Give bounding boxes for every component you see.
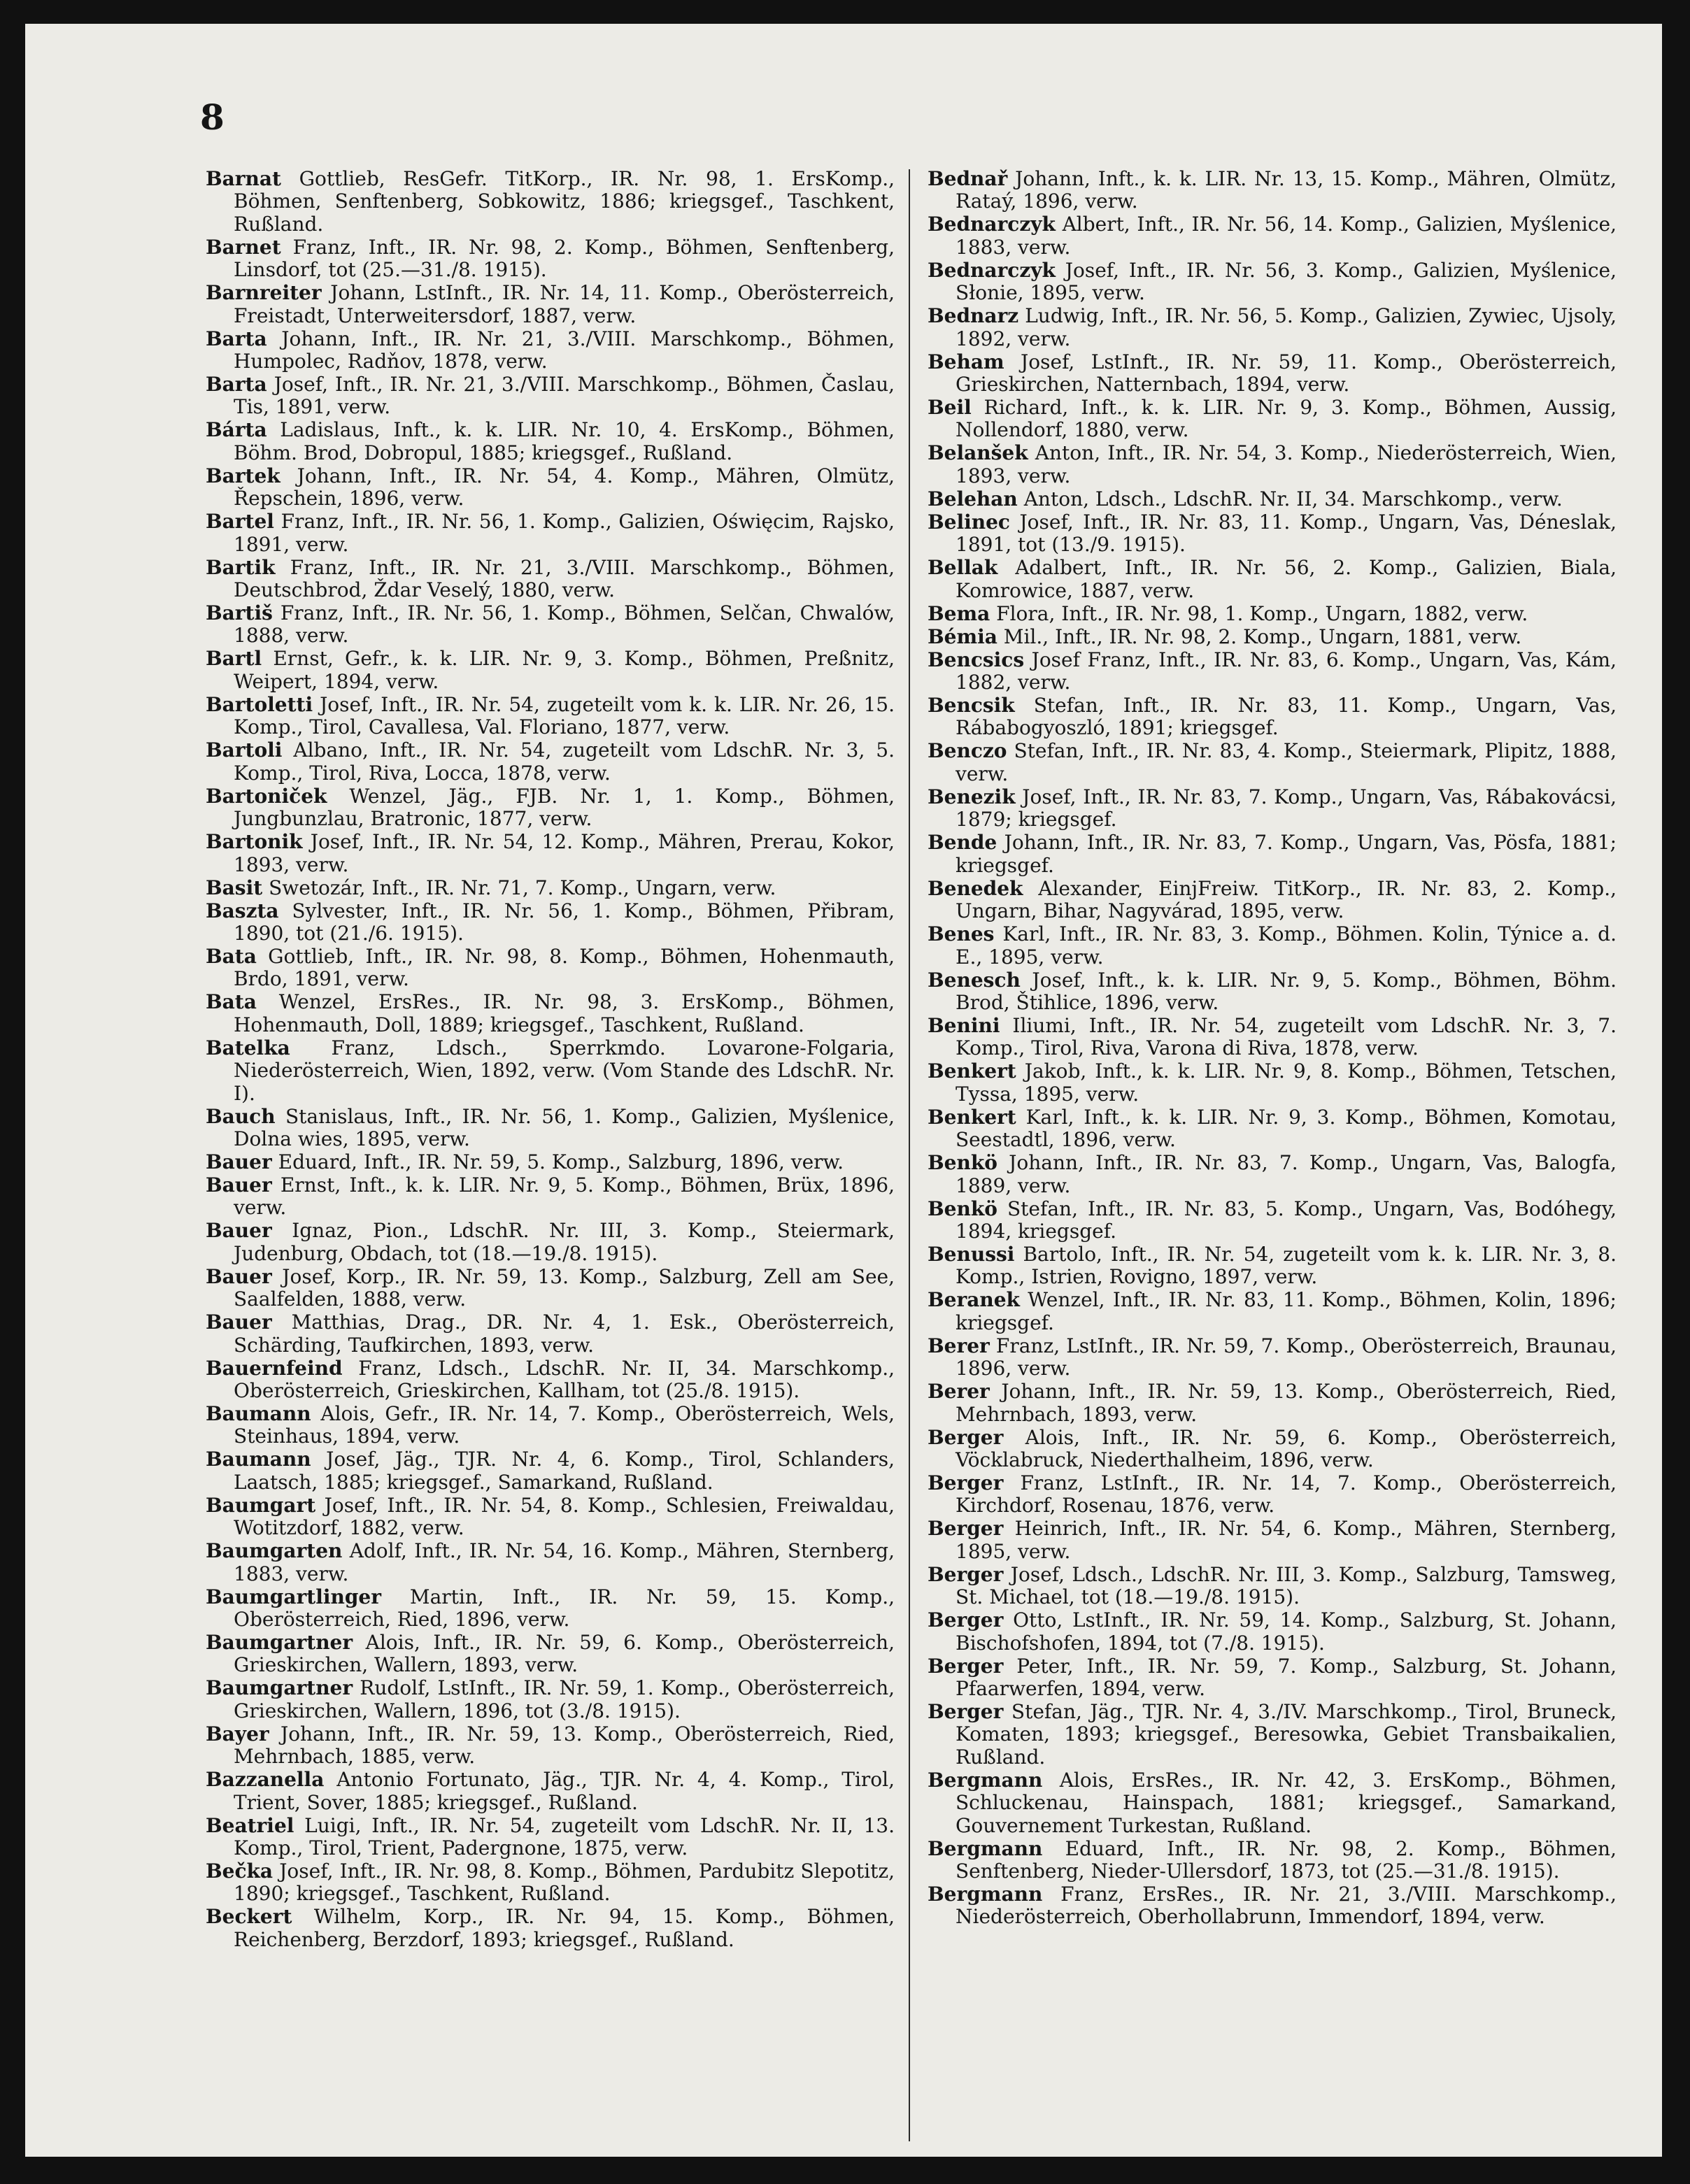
entry-surname: Bauer	[206, 1150, 272, 1173]
entry-details: Otto, LstInft., IR. Nr. 59, 14. Komp., Salzburg, St. Johann, Bischofshofen, 1894, tot (7./8. 1915).	[956, 1608, 1617, 1655]
register-entry	[928, 832, 1617, 877]
register-entry	[928, 649, 1617, 694]
entry-details: Johann, Inft., k. k. LIR. Nr. 13, 15. Komp., Mähren, Olmütz, Rataý, 1896, verw.	[956, 167, 1617, 213]
entry-surname: Bečka	[206, 1860, 274, 1883]
register-entry	[928, 213, 1617, 259]
entry-details: Karl, Inft., k. k. LIR. Nr. 9, 3. Komp., Böhmen, Komotau, Seestadtl, 1896, verw.	[956, 1105, 1617, 1152]
entry-surname: Beatriel	[206, 1813, 294, 1837]
register-entry	[928, 168, 1617, 213]
entry-details: Martin, Inft., IR. Nr. 59, 15. Komp., Oberösterreich, Ried, 1896, verw.	[234, 1585, 895, 1631]
register-entry	[928, 1472, 1617, 1518]
entry-details: Heinrich, Inft., IR. Nr. 54, 6. Komp., Mähren, Sternberg, 1895, verw.	[956, 1517, 1617, 1563]
entry-details: Johann, LstInft., IR. Nr. 14, 11. Komp., Oberösterreich, Freistadt, Unterweitersdorf, 1887, verw.	[234, 281, 895, 327]
register-entry	[928, 1838, 1617, 1883]
entry-surname: Benesch	[928, 968, 1021, 992]
entry-surname: Berer	[928, 1380, 990, 1404]
entry-surname: Beckert	[206, 1905, 292, 1929]
entry-surname: Baumgartner	[206, 1676, 353, 1700]
entry-details: Iliumi, Inft., IR. Nr. 54, zugeteilt vom LdschR. Nr. 3, 7. Komp., Tirol, Riva, Varona di Riva, 1878, verw.	[956, 1013, 1617, 1060]
register-entry	[206, 168, 895, 236]
entry-surname: Baumann	[206, 1448, 311, 1471]
entry-surname: Benes	[928, 922, 995, 946]
register-entry	[206, 694, 895, 739]
register-entry	[206, 1815, 895, 1860]
register-entry	[206, 1677, 895, 1722]
entry-surname: Bauer	[206, 1173, 272, 1197]
entry-surname: Bata	[206, 944, 257, 968]
document-page	[25, 24, 1662, 2157]
entry-surname: Berger	[928, 1700, 1004, 1723]
entry-surname: Bémia	[928, 624, 997, 648]
right-column	[928, 168, 1617, 1929]
register-entry	[206, 1311, 895, 1357]
entry-surname: Bergmann	[928, 1883, 1043, 1906]
register-entry	[206, 1860, 895, 1906]
entry-surname: Berger	[928, 1654, 1004, 1678]
entry-details: Antonio Fortunato, Jäg., TJR. Nr. 4, 4. Komp., Tirol, Trient, Sover, 1885; kriegsgef., Rußland.	[234, 1768, 895, 1814]
register-entry	[928, 1701, 1617, 1769]
entry-surname: Bergmann	[928, 1768, 1043, 1792]
entry-surname: Benkert	[928, 1105, 1016, 1129]
entry-details: Alexander, EinjFreiw. TitKorp., IR. Nr. 83, 2. Komp., Ungarn, Bihar, Nagyvárad, 1895, verw.	[956, 876, 1617, 923]
register-entry	[928, 603, 1617, 625]
entry-surname: Beil	[928, 396, 972, 420]
register-entry	[206, 945, 895, 991]
entry-surname: Berger	[928, 1471, 1004, 1494]
entry-details: Stanislaus, Inft., IR. Nr. 56, 1. Komp., Galizien, Myślenice, Dolna wies, 1895, verw.	[234, 1104, 895, 1150]
register-entry	[928, 442, 1617, 487]
entry-surname: Bartek	[206, 464, 281, 487]
register-entry	[928, 969, 1617, 1015]
entry-surname: Baumann	[206, 1401, 311, 1425]
entry-details: Gottlieb, ResGefr. TitKorp., IR. Nr. 98, 1. ErsKomp., Böhmen, Senftenberg, Sobkowitz, 1886; kriegsgef., Taschkent, Rußland.	[234, 167, 895, 236]
register-entry	[206, 1494, 895, 1540]
entry-surname: Bednarz	[928, 304, 1019, 328]
entry-details: Ernst, Gefr., k. k. LIR. Nr. 9, 3. Komp., Böhmen, Preßnitz, Weipert, 1894, verw.	[234, 647, 895, 693]
entry-surname: Barnreiter	[206, 281, 322, 305]
entry-surname: Benussi	[928, 1242, 1015, 1266]
entry-details: Adolf, Inft., IR. Nr. 54, 16. Komp., Mähren, Sternberg, 1883, verw.	[234, 1539, 895, 1585]
entry-surname: Batelka	[206, 1036, 290, 1059]
entry-details: Alois, Inft., IR. Nr. 59, 6. Komp., Oberösterreich, Grieskirchen, Wallern, 1893, verw.	[234, 1631, 895, 1677]
register-entry	[206, 1723, 895, 1769]
entry-details: Karl, Inft., IR. Nr. 83, 3. Komp., Böhmen. Kolin, Týnice a. d. E., 1895, verw.	[956, 922, 1617, 969]
entry-surname: Bata	[206, 990, 257, 1014]
register-entry	[928, 259, 1617, 305]
entry-surname: Benkö	[928, 1151, 997, 1175]
entry-surname: Baszta	[206, 899, 279, 922]
entry-surname: Benezik	[928, 785, 1016, 808]
entry-details: Swetozár, Inft., IR. Nr. 71, 7. Komp., Ungarn, verw.	[269, 876, 776, 899]
entry-details: Johann, Inft., IR. Nr. 21, 3./VIII. Marschkomp., Böhmen, Humpolec, Radňov, 1878, verw.	[234, 327, 895, 373]
entry-surname: Bartik	[206, 555, 276, 579]
entry-details: Alois, Inft., IR. Nr. 59, 6. Komp., Oberösterreich, Vöcklabruck, Niederthalheim, 1896, verw.	[956, 1425, 1617, 1471]
register-entry	[206, 1632, 895, 1677]
entry-details: Franz, Inft., IR. Nr. 56, 1. Komp., Böhmen, Selčan, Chwalów, 1888, verw.	[234, 601, 895, 648]
register-entry	[928, 1106, 1617, 1152]
entry-surname: Bartel	[206, 510, 274, 534]
entry-details: Josef, Korp., IR. Nr. 59, 13. Komp., Salzburg, Zell am See, Saalfelden, 1888, verw.	[234, 1264, 895, 1311]
entry-details: Wenzel, Inft., IR. Nr. 83, 11. Komp., Böhmen, Kolin, 1896; kriegsgef.	[956, 1288, 1617, 1334]
register-entry	[206, 1906, 895, 1951]
entry-surname: Bednarczyk	[928, 258, 1056, 282]
entry-details: Stefan, Inft., IR. Nr. 83, 5. Komp., Ungarn, Vas, Bodóhegy, 1894, kriegsgef.	[956, 1197, 1617, 1243]
entry-surname: Berger	[928, 1517, 1004, 1541]
entry-details: Franz, Inft., IR. Nr. 56, 1. Komp., Galizien, Oświęcim, Rajsko, 1891, verw.	[234, 510, 895, 556]
entry-details: Franz, ErsRes., IR. Nr. 21, 3./VIII. Marschkomp., Niederösterreich, Oberhollabrunn, Immendorf, 1894, verw.	[956, 1883, 1617, 1929]
entry-surname: Bartoniček	[206, 784, 327, 808]
register-entry	[928, 488, 1617, 511]
entry-surname: Beranek	[928, 1288, 1020, 1312]
entry-details: Franz, LstInft., IR. Nr. 14, 7. Komp., Oberösterreich, Kirchdorf, Rosenau, 1876, verw.	[956, 1471, 1617, 1518]
register-entry	[928, 786, 1617, 832]
entry-surname: Bema	[928, 601, 990, 625]
register-entry	[206, 465, 895, 511]
entry-details: Sylvester, Inft., IR. Nr. 56, 1. Komp., Böhmen, Přibram, 1890, tot (21./6. 1915).	[234, 899, 895, 945]
entry-details: Josef, Jäg., TJR. Nr. 4, 6. Komp., Tirol, Schlanders, Laatsch, 1885; kriegsgef., Samarkand, Rußland.	[234, 1448, 895, 1494]
register-entry	[206, 1037, 895, 1105]
entry-details: Franz, Inft., IR. Nr. 98, 2. Komp., Böhmen, Senftenberg, Linsdorf, tot (25.—31./8. 1915).	[234, 235, 895, 282]
register-entry	[928, 740, 1617, 785]
register-entry	[928, 1564, 1617, 1609]
register-entry	[928, 1243, 1617, 1289]
entry-details: Franz, LstInft., IR. Nr. 59, 7. Komp., Oberösterreich, Braunau, 1896, verw.	[956, 1334, 1617, 1380]
register-entry	[928, 1289, 1617, 1334]
register-entry	[928, 1335, 1617, 1380]
register-entry	[206, 282, 895, 327]
entry-details: Ludwig, Inft., IR. Nr. 56, 5. Komp., Galizien, Zywiec, Ujsoly, 1892, verw.	[956, 304, 1617, 350]
register-entry	[206, 1357, 895, 1403]
register-entry	[928, 557, 1617, 602]
register-entry	[206, 785, 895, 831]
register-entry	[928, 923, 1617, 969]
entry-surname: Barnet	[206, 235, 281, 259]
entry-surname: Bartiš	[206, 601, 273, 625]
register-entry	[206, 1106, 895, 1151]
register-entry	[206, 511, 895, 556]
left-column	[206, 168, 895, 1952]
entry-details: Ernst, Inft., k. k. LIR. Nr. 9, 5. Komp., Böhmen, Brüx, 1896, verw.	[234, 1173, 895, 1220]
entry-details: Mil., Inft., IR. Nr. 98, 2. Komp., Ungarn, 1881, verw.	[1003, 624, 1522, 648]
register-entry	[206, 831, 895, 876]
entry-details: Josef, Inft., IR. Nr. 83, 7. Komp., Ungarn, Vas, Rábakovácsi, 1879; kriegsgef.	[956, 785, 1617, 832]
entry-details: Matthias, Drag., DR. Nr. 4, 1. Esk., Oberösterreich, Schärding, Taufkirchen, 1893, verw.	[234, 1311, 895, 1357]
entry-details: Stefan, Jäg., TJR. Nr. 4, 3./IV. Marschkomp., Tirol, Bruneck, Komaten, 1893; kriegsgef., Beresowka, Gebiet Transbaikalien, Rußland.	[956, 1700, 1617, 1769]
register-entry	[206, 900, 895, 945]
register-entry	[928, 1655, 1617, 1701]
entry-details: Josef, Inft., IR. Nr. 56, 3. Komp., Galizien, Myślenice, Słonie, 1895, verw.	[956, 258, 1617, 305]
entry-details: Stefan, Inft., IR. Nr. 83, 4. Komp., Steiermark, Plipitz, 1888, verw.	[956, 739, 1617, 785]
entry-surname: Bauer	[206, 1311, 272, 1334]
register-entry	[206, 419, 895, 464]
entry-details: Josef, Ldsch., LdschR. Nr. III, 3. Komp., Salzburg, Tamsweg, St. Michael, tot (18.—19./8. 1915).	[956, 1562, 1617, 1609]
register-entry	[928, 878, 1617, 923]
register-entry	[206, 236, 895, 282]
entry-details: Eduard, Inft., IR. Nr. 59, 5. Komp., Salzburg, 1896, verw.	[278, 1150, 844, 1173]
entry-surname: Benkert	[928, 1059, 1016, 1083]
entry-details: Josef, Inft., IR. Nr. 83, 11. Komp., Ungarn, Vas, Déneslak, 1891, tot (13./9. 1915).	[956, 510, 1617, 557]
entry-surname: Bende	[928, 831, 997, 855]
entry-surname: Barnat	[206, 167, 281, 190]
register-entry	[928, 305, 1617, 350]
register-entry	[206, 1174, 895, 1220]
entry-details: Rudolf, LstInft., IR. Nr. 59, 1. Komp., Oberösterreich, Grieskirchen, Wallern, 1896, tot (3./8. 1915).	[234, 1676, 895, 1722]
entry-details: Franz, Ldsch., Sperrkmdo. Lovarone-Folgaria, Niederösterreich, Wien, 1892, verw. (Vom Stande des LdschR. Nr. I).	[234, 1036, 895, 1105]
entry-surname: Berger	[928, 1562, 1004, 1586]
entry-details: Johann, Inft., IR. Nr. 59, 13. Komp., Oberösterreich, Ried, Mehrnbach, 1885, verw.	[234, 1722, 895, 1769]
entry-details: Anton, Inft., IR. Nr. 54, 3. Komp., Niederösterreich, Wien, 1893, verw.	[956, 441, 1617, 487]
entry-details: Josef, Inft., IR. Nr. 98, 8. Komp., Böhmen, Pardubitz Slepotitz, 1890; kriegsgef., Taschkent, Rußland.	[234, 1860, 895, 1906]
register-entry	[928, 351, 1617, 397]
entry-surname: Bauer	[206, 1264, 272, 1288]
register-entry	[928, 1609, 1617, 1655]
entry-surname: Bartonik	[206, 830, 303, 854]
entry-surname: Berger	[928, 1425, 1004, 1449]
entry-details: Eduard, Inft., IR. Nr. 98, 2. Komp., Böhmen, Senftenberg, Nieder-Ullersdorf, 1873, tot (25.—31./8. 1915).	[956, 1836, 1617, 1883]
entry-details: Josef, Inft., IR. Nr. 54, 8. Komp., Schlesien, Freiwaldau, Wotitzdorf, 1882, verw.	[234, 1493, 895, 1540]
entry-details: Flora, Inft., IR. Nr. 98, 1. Komp., Ungarn, 1882, verw.	[996, 601, 1528, 625]
entry-details: Johann, Inft., IR. Nr. 83, 7. Komp., Ungarn, Vas, Balogfa, 1889, verw.	[956, 1151, 1617, 1197]
register-entry	[206, 602, 895, 648]
entry-surname: Belanšek	[928, 441, 1028, 465]
entry-surname: Bednař	[928, 167, 1008, 190]
entry-details: Gottlieb, Inft., IR. Nr. 98, 8. Komp., Böhmen, Hohenmauth, Brdo, 1891, verw.	[234, 944, 895, 991]
entry-details: Ignaz, Pion., LdschR. Nr. III, 3. Komp., Steiermark, Judenburg, Obdach, tot (18.—19./8. 1915).	[234, 1219, 895, 1265]
entry-details: Stefan, Inft., IR. Nr. 83, 11. Komp., Ungarn, Vas, Rábabogyoszló, 1891; kriegsgef.	[956, 694, 1617, 740]
entry-details: Alois, Gefr., IR. Nr. 14, 7. Komp., Oberösterreich, Wels, Steinhaus, 1894, verw.	[234, 1401, 895, 1448]
entry-surname: Benkö	[928, 1197, 997, 1220]
register-entry	[206, 1540, 895, 1585]
entry-surname: Berer	[928, 1334, 990, 1357]
entry-details: Peter, Inft., IR. Nr. 59, 7. Komp., Salzburg, St. Johann, Pfaarwerfen, 1894, verw.	[956, 1654, 1617, 1700]
entry-details: Johann, Inft., IR. Nr. 59, 13. Komp., Oberösterreich, Ried, Mehrnbach, 1893, verw.	[956, 1380, 1617, 1426]
entry-details: Adalbert, Inft., IR. Nr. 56, 2. Komp., Galizien, Biala, Komrowice, 1887, verw.	[956, 556, 1617, 602]
register-entry	[928, 1015, 1617, 1060]
register-entry	[928, 1427, 1617, 1472]
entry-details: Ladislaus, Inft., k. k. LIR. Nr. 10, 4. ErsKomp., Böhmen, Böhm. Brod, Dobropul, 1885; kriegsgef., Rußland.	[234, 418, 895, 464]
register-entry	[928, 1769, 1617, 1837]
entry-surname: Bárta	[206, 418, 267, 442]
column-divider	[909, 169, 910, 2141]
entry-details: Franz, Inft., IR. Nr. 21, 3./VIII. Marschkomp., Böhmen, Deutschbrod, Ždar Veselý, 1880, verw.	[234, 555, 895, 602]
register-entry	[206, 328, 895, 373]
entry-surname: Baumgartlinger	[206, 1585, 381, 1608]
register-entry	[928, 397, 1617, 442]
register-entry	[206, 991, 895, 1036]
entry-surname: Bartoli	[206, 738, 283, 762]
entry-surname: Baumgartner	[206, 1631, 353, 1654]
entry-details: Josef, Inft., IR. Nr. 21, 3./VIII. Marschkomp., Böhmen, Časlau, Tis, 1891, verw.	[234, 373, 895, 419]
entry-surname: Bauer	[206, 1219, 272, 1243]
register-entry	[928, 1060, 1617, 1106]
entry-surname: Barta	[206, 373, 267, 397]
register-entry	[928, 1152, 1617, 1197]
entry-details: Josef, LstInft., IR. Nr. 59, 11. Komp., Oberösterreich, Grieskirchen, Natternbach, 1894, verw.	[956, 350, 1617, 397]
page-number: 8	[200, 97, 225, 138]
entry-surname: Bellak	[928, 556, 998, 580]
entry-details: Wenzel, ErsRes., IR. Nr. 98, 3. ErsKomp., Böhmen, Hohenmauth, Doll, 1889; kriegsgef., Taschkent, Rußland.	[234, 990, 895, 1036]
register-entry	[928, 511, 1617, 557]
register-entry	[928, 1198, 1617, 1243]
register-entry	[206, 1151, 895, 1173]
register-entry	[206, 739, 895, 785]
entry-surname: Bazzanella	[206, 1768, 325, 1792]
entry-surname: Bencsik	[928, 694, 1015, 718]
entry-surname: Bartoletti	[206, 692, 313, 716]
entry-surname: Barta	[206, 327, 267, 350]
entry-details: Josef, Inft., k. k. LIR. Nr. 9, 5. Komp., Böhmen, Böhm. Brod, Štihlice, 1896, verw.	[956, 968, 1617, 1014]
entry-surname: Benini	[928, 1013, 1000, 1037]
register-entry	[206, 1586, 895, 1632]
entry-surname: Baumgart	[206, 1493, 316, 1517]
register-entry	[206, 1448, 895, 1494]
register-entry	[206, 877, 895, 899]
register-entry	[928, 626, 1617, 648]
register-entry	[206, 557, 895, 602]
register-entry	[206, 373, 895, 419]
entry-surname: Bencsics	[928, 648, 1025, 671]
entry-details: Josef, Inft., IR. Nr. 54, 12. Komp., Mähren, Prerau, Kokor, 1893, verw.	[234, 830, 895, 876]
entry-surname: Baumgarten	[206, 1539, 343, 1563]
entry-surname: Berger	[928, 1608, 1004, 1632]
entry-details: Bartolo, Inft., IR. Nr. 54, zugeteilt vom k. k. LIR. Nr. 3, 8. Komp., Istrien, Rovigno, 1897, verw.	[956, 1242, 1617, 1289]
entry-surname: Belinec	[928, 510, 1010, 534]
register-entry	[206, 648, 895, 693]
entry-details: Anton, Ldsch., LdschR. Nr. II, 34. Marschkomp., verw.	[1023, 487, 1563, 511]
entry-details: Alois, ErsRes., IR. Nr. 42, 3. ErsKomp., Böhmen, Schluckenau, Hainspach, 1881; kriegsgef., Samarkand, Gouvernement Turkestan, Rußland.	[956, 1768, 1617, 1837]
entry-details: Albert, Inft., IR. Nr. 56, 14. Komp., Galizien, Myślenice, 1883, verw.	[956, 213, 1617, 259]
entry-details: Wilhelm, Korp., IR. Nr. 94, 15. Komp., Böhmen, Reichenberg, Berzdorf, 1893; kriegsgef., Rußland.	[234, 1905, 895, 1951]
entry-surname: Basit	[206, 876, 263, 899]
entry-surname: Bauernfeind	[206, 1356, 343, 1380]
entry-details: Wenzel, Jäg., FJB. Nr. 1, 1. Komp., Böhmen, Jungbunzlau, Bratronic, 1877, verw.	[234, 784, 895, 831]
register-entry	[928, 1518, 1617, 1563]
register-entry	[928, 694, 1617, 740]
entry-surname: Beham	[928, 350, 1004, 373]
entry-details: Franz, Ldsch., LdschR. Nr. II, 34. Marschkomp., Oberösterreich, Grieskirchen, Kallham, tot (25./8. 1915).	[234, 1356, 895, 1402]
entry-details: Johann, Inft., IR. Nr. 54, 4. Komp., Mähren, Olmütz, Řepschein, 1896, verw.	[234, 464, 895, 511]
entry-surname: Bayer	[206, 1722, 269, 1746]
entry-details: Albano, Inft., IR. Nr. 54, zugeteilt vom LdschR. Nr. 3, 5. Komp., Tirol, Riva, Locca, 1878, verw.	[234, 738, 895, 785]
entry-details: Jakob, Inft., k. k. LIR. Nr. 9, 8. Komp., Böhmen, Tetschen, Tyssa, 1895, verw.	[956, 1059, 1617, 1106]
entry-surname: Bergmann	[928, 1836, 1043, 1860]
register-entry	[206, 1769, 895, 1814]
entry-details: Josef, Inft., IR. Nr. 54, zugeteilt vom k. k. LIR. Nr. 26, 15. Komp., Tirol, Cavallesa, Val. Floriano, 1877, verw.	[234, 692, 895, 739]
entry-details: Josef Franz, Inft., IR. Nr. 83, 6. Komp., Ungarn, Vas, Kám, 1882, verw.	[956, 648, 1617, 694]
entry-details: Johann, Inft., IR. Nr. 83, 7. Komp., Ungarn, Vas, Pösfa, 1881; kriegsgef.	[956, 831, 1617, 877]
entry-surname: Bauch	[206, 1104, 276, 1128]
register-entry	[206, 1220, 895, 1265]
entry-surname: Bartl	[206, 647, 262, 671]
register-entry	[928, 1883, 1617, 1929]
entry-surname: Belehan	[928, 487, 1018, 511]
entry-surname: Bednarczyk	[928, 213, 1056, 236]
register-entry	[206, 1403, 895, 1448]
register-entry	[206, 1266, 895, 1311]
entry-surname: Benczo	[928, 739, 1007, 763]
entry-details: Richard, Inft., k. k. LIR. Nr. 9, 3. Komp., Böhmen, Aussig, Nollendorf, 1880, verw.	[956, 396, 1617, 442]
entry-details: Luigi, Inft., IR. Nr. 54, zugeteilt vom LdschR. Nr. II, 13. Komp., Tirol, Trient, Padergnone, 1875, verw.	[234, 1813, 895, 1860]
register-entry	[928, 1380, 1617, 1426]
entry-surname: Benedek	[928, 876, 1023, 900]
